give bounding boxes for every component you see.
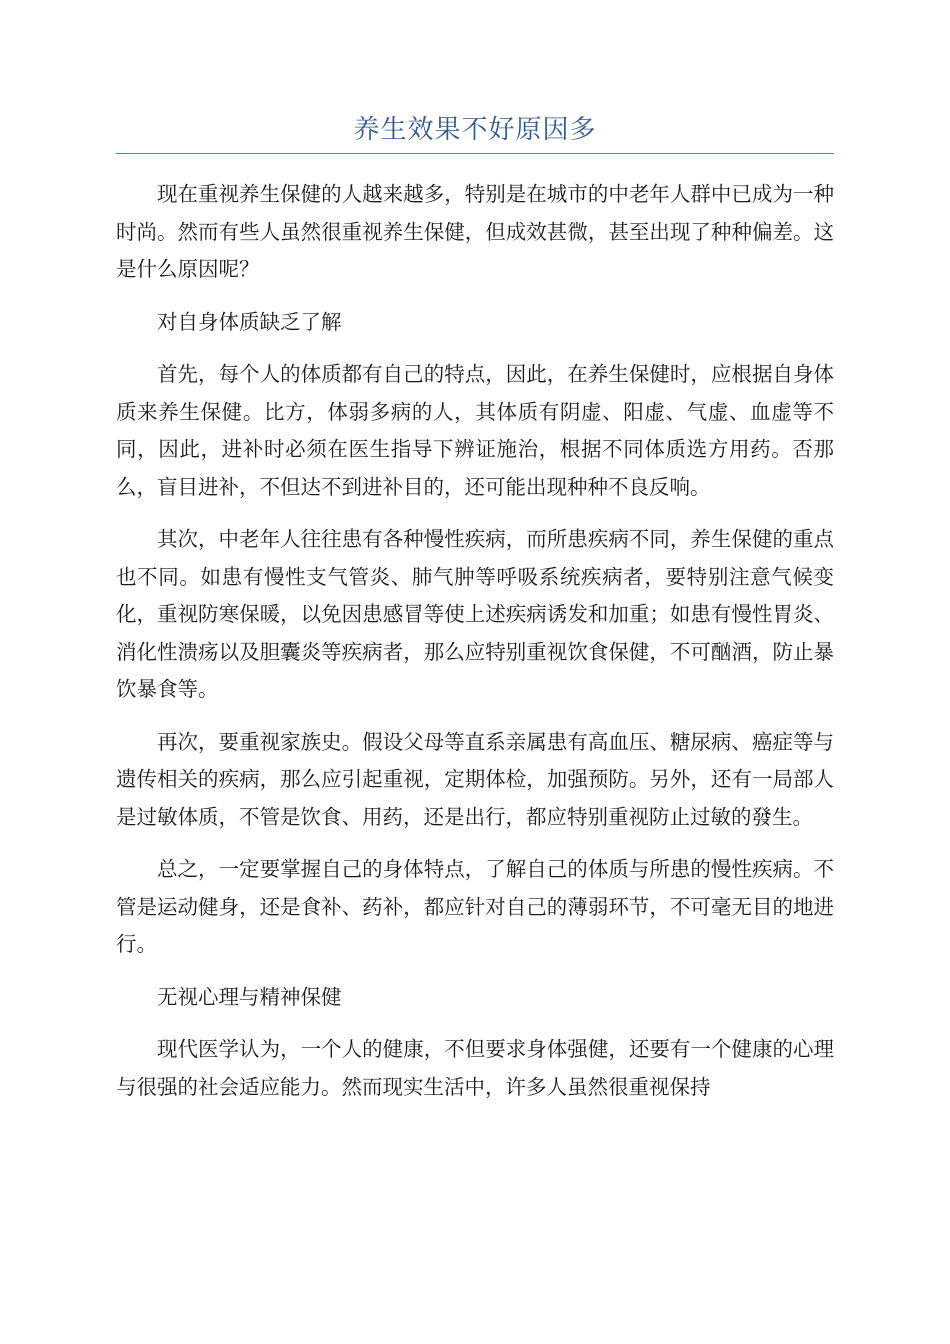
section-heading-constitution: 对自身体质缺乏了解 <box>157 309 342 334</box>
paragraph-chronic-disease: 其次，中老年人往往患有各种慢性疾病，而所患疾病不同，养生保健的重点也不同。如患有慢性支气管炎、肺气肿等呼吸系统疾病者，要特别注意气候变化，重视防寒保暖，以免因患感冒等使上述疾病诱发和加重；如患有慢性胃炎、消化性溃疡以及胆囊炎等疾病者，那么应特别重视饮食保健，不可酗酒，防止暴饮暴食等。 <box>116 527 834 701</box>
paragraph-constitution: 首先，每个人的体质都有自己的特点，因此，在养生保健时，应根据自身体质来养生保健。比方，体弱多病的人，其体质有阴虚、阳虚、气虚、血虚等不同，因此，进补时必须在医生指导下辨证施治，根据不同体质选方用药。否那么，盲目进补，不但达不到进补目的，还可能出现种种不良反响。 <box>116 362 834 499</box>
paragraph-mental-health: 现代医学认为，一个人的健康，不但要求身体强健，还要有一个健康的心理与很强的社会适应能力。然而现实生活中，许多人虽然很重视保持 <box>116 1037 834 1099</box>
paragraph-summary: 总之，一定要掌握自己的身体特点，了解自己的体质与所患的慢性疾病。不管是运动健身，还是食补、药补，都应针对自己的薄弱环节，不可毫无目的地进行。 <box>116 857 834 956</box>
paragraph-family-history: 再次，要重视家族史。假设父母等直系亲属患有高血压、糖尿病、癌症等与遗传相关的疾病，那么应引起重视，定期体检，加强预防。另外，还有一局部人是过敏体质，不管是饮食、用药，还是出行，都应特别重视防止过敏的發生。 <box>116 729 834 829</box>
paragraph-intro: 现在重视养生保健的人越来越多，特别是在城市的中老年人群中已成为一种时尚。然而有些人虽然很重视养生保健，但成效甚微，甚至出现了种种偏差。这是什么原因呢？ <box>116 182 834 281</box>
section-heading-mental-health: 无视心理与精神保健 <box>157 984 342 1009</box>
title-underline <box>116 153 834 154</box>
document-body <box>116 176 834 1121</box>
document-title: 养生效果不好原因多 <box>353 115 597 145</box>
